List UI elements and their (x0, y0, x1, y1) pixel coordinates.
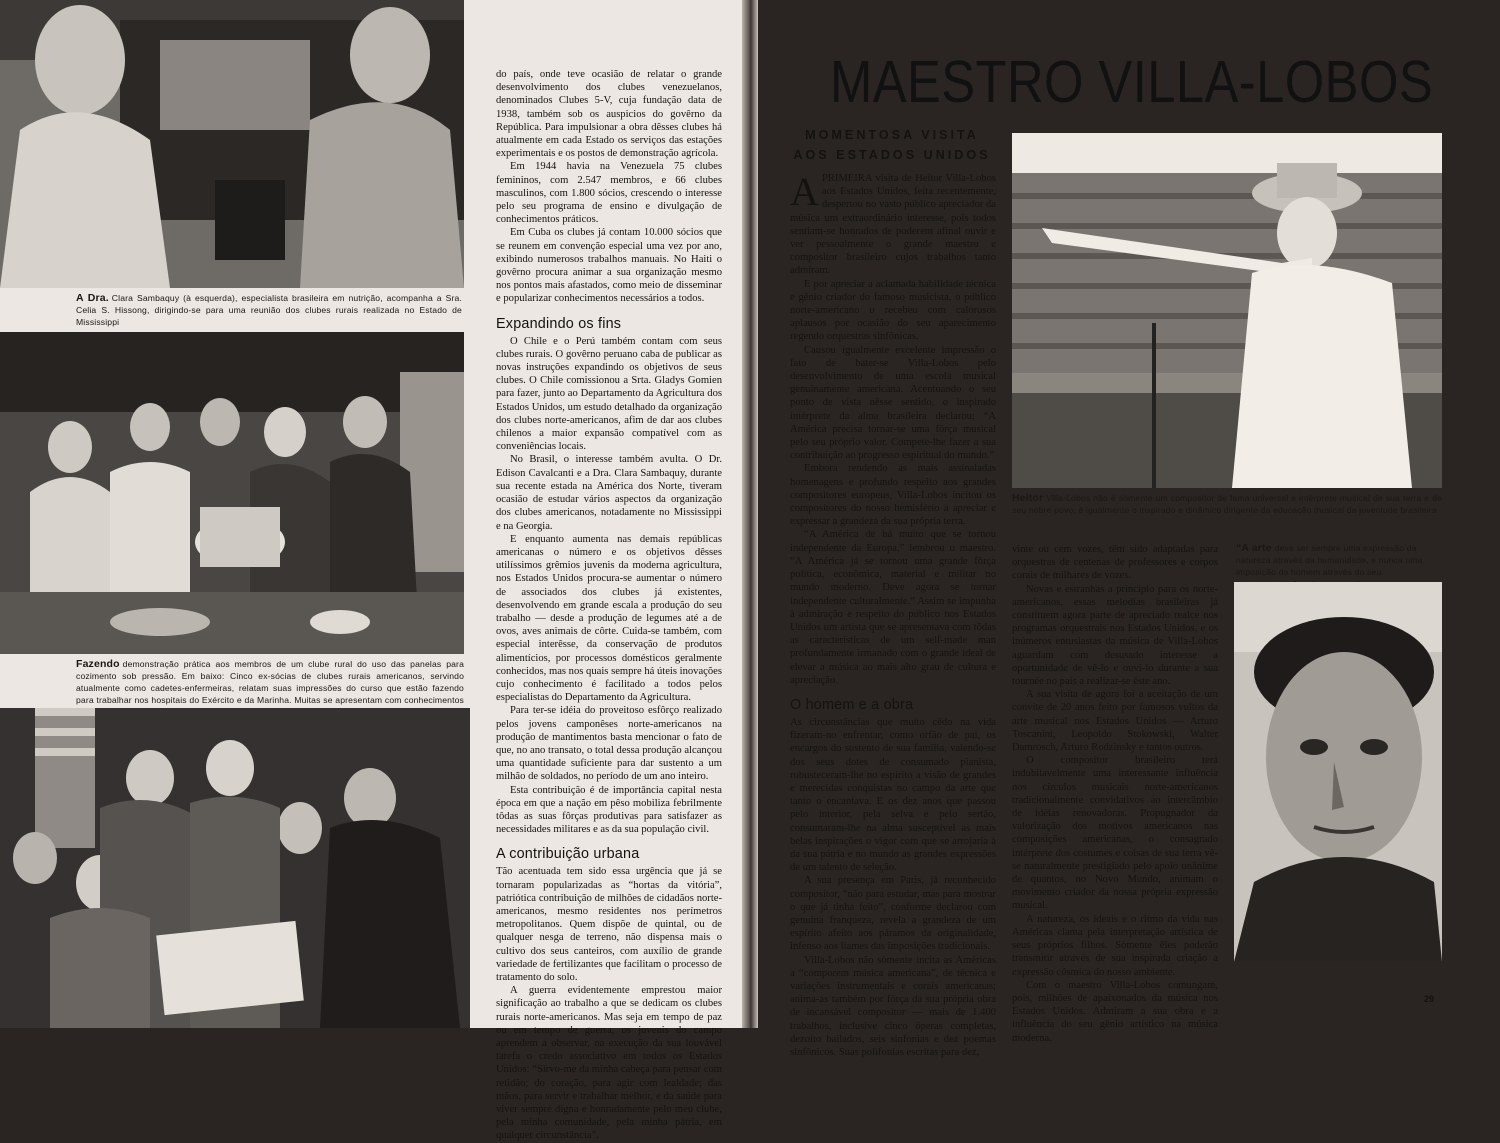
caption-photo1-text: Villa-Lobos não é sòmente um compositor de fama universal e intérprete musical de sua terra e de seu nobre povo; é igualmente o inspirado e dinâmico dirigente da educação musical da juventude brasileira (1012, 493, 1442, 515)
paragraph: Embora rendendo as mais assinaladas homenagens e profundo respeito aos grandes compositores europeus, Villa-Lobos incitou os compositores do nosso hemisfério a apreciar e expressar a grandeza da sua própria terra. (790, 463, 996, 528)
paragraph: O compositor brasileiro terá indubitavelmente uma interessante influência nos círculos musicais norte-americanos tradicionalmente convidativos ao intercâmbio de idéias renovadoras. Propugnador da valorização dos motivos americanos nas composições americanas, o consagrado intérprete dos costumes e coisas de sua terra vê-se naturalmente prestigiado pelo apoio unânime de quantos, no Novo Mundo, animam o movimento criador da nossa própria expressão musical. (1012, 755, 1218, 912)
paragraph: A sua presença em Paris, já reconhecido compositor, “não para estudar, mas para mostrar o que já tinha feito”, conforme declarou com genuina franqueza, revela a grandeza de um espírito afeito aos páramos da originalidade, infenso aos liames das imposições tradicionais. (790, 875, 996, 953)
paragraph: PRIMEIRA visita de Heitor Villa-Lobos aos Estados Unidos, feita recentemente, despertou no vasto público apreciador da música um extraordinário interesse, pois todos sentiam-se honrados de poderem afinal ouvir e ver pessoalmente o grande maestro e compositor brasileiro cujos trabalhos tanto admiram. (790, 173, 996, 277)
photo-pressure-cooker-demo (0, 332, 464, 654)
paragraph: As circunstâncias que muito cêdo na vida fizeram-no enfrentar, como orfão de pai, os encargos do sustento de sua família, valendo-se dos seus dotes de consumado pianista, robusteceram-lhe no espírito a visão de grandes e merecidas conquistas no campo da arte que tanto o encantava. E os dez anos que passou pelo interior, pela selva e pelo sertão, consumaram-lhe na alma susceptível as mais belas inspirações o vigor com que se arrojaria à da sua pátria e no mundo as grandes expressões de um talento de seleção. (790, 716, 996, 874)
caption-villa-lobos-photo1 (1012, 492, 1442, 516)
caption-photo2-lead: “A arte (1236, 542, 1272, 554)
paragraph: Com o maestro Villa-Lobos comungam, pois, milhões de apaixonados da música nos Estados Unidos. Admiram a sua obra e a influência do seu gênio artístico na música moderna. (1012, 979, 1218, 1044)
paragraph: A guerra evidentemente emprestou maior significação ao trabalho a que se dedicam os clubes rurais norte-americanos. Mas seja em tempo de paz ou em tempo de guerra, os juvenis do campo aprendem a observar, na execução da sua louvável tarefa o credo associativo em todos os Estados Unidos: “Sirvo-me da minha cabeça para pensar com retidão; do coração, para agir com lealdade; das mãos, para servir e trabalhar melhor, e da saúde para viver sempre digna e honradamente pelo meu clube, pela minha comunidade, pela minha pátria, em qualquer circunstância”. (496, 985, 722, 1142)
article-title: MAESTRO VILLA-LOBOS (830, 49, 1434, 115)
paragraph: Novas e estranhas a principio para os norte-americanos, essas melodias brasileiras já constituem agora parte de apreciado realce nos programas orquestrais nos Estados Unidos, e os inúmeros entusiastas da música de Villa-Lobos aguardam com desusado interesse a oportunidade de vê-lo e ouvi-lo durante a sua tournée no país a realizar-se êste ano. (1012, 583, 1218, 688)
caption-photo2-text: demonstração prática aos membros de um clube rural do uso das panelas para cozimento sob pressão. Em baixo: Cinco ex-sócias de clubes rurais americanos, servindo atualmente como cadetes-enfermeiras, relatam suas impressões do curso que estão fazendo para trabalhar nos hospitais do Exército e da Marinha. Muitas se apresentam com conhecimentos (76, 659, 464, 705)
caption-photo1 (76, 292, 462, 328)
paragraph: Causou igualmente excelente impressão o fato de bater-se Villa-Lobos pelo desenvolvimento de uma escola musical genuinamente americana. Acentuando o seu ponto de vista nêsse sentido, o inspirado intérprete da alma brasileira declarou: “A América precisa tornar-se uma fôrça musical pelo seu próprio valor. Compete-lhe fazer a sua contribuição ao progresso espiritual do mundo.” (790, 344, 996, 462)
book-spine (742, 0, 758, 1028)
paragraph: Esta contribuição é de importância capital nesta época em que a nação em pêso mobiliza febrilmente tôdas as suas fôrças produtivas para satisfazer as necessidades militares e as da sua população civil. (496, 784, 722, 836)
caption-photo1-lead: A Dra. (76, 292, 109, 304)
article-column-left (496, 68, 722, 1143)
paragraph: E enquanto aumenta nas demais repúblicas americanas o número e os objetivos dêsses utilíssimos grêmios juvenis da moderna agricultura, nos Estados Unidos procura-se aumentar o número de associados dos clubes já existentes, desenvolvendo em grande escala a produção do seu trabalho — desde a produção de legumes até a de ovos, aves animais de côrte. Cuida-se também, com especial interêsse, da conservação de produtos alimentícios, por processos domésticos geralmente conhecidos, mas nos quais sempre há úteis inovações cujo conhecimento é facilitado a todos pelos especialistas do Departamento da Agricultura. (496, 533, 722, 704)
photo-women-at-car (0, 0, 464, 288)
paragraph: E por apreciar a aclamada habilidade técnica e gênio criador do famoso musicista, o público norte-americano o recebeu com calorosos aplausos por ocasião do seu aparecimento regendo orquestras sinfônicas. (790, 278, 996, 343)
paragraph: “A América de há muito que se tornou independente da Europa,” lembrou o maestro. “A América já se tornou uma grande fôrça política, econômica, material e militar no mundo moderno. Deve agora se tornar independente culturalmente.” Assim se impunha à admiração e respeito do público nos Estados Unidos um artista que se apresentava com tôdas as características de um self-made man profundamente irmanado com o grande ideal de elevar a música ao mais alto grau de cultura e apreciação. (790, 529, 996, 686)
caption-photo2-lead: Fazendo (76, 658, 120, 670)
page-number: 29 (1424, 994, 1435, 1004)
villa-lobos-column-2 (1012, 543, 1218, 1045)
paragraph: Para ter-se idéia do proveitoso esfôrço realizado pelos jovens camponêses norte-americanos na produção de mantimentos basta mencionar o fato de que, no ano transato, o total dessa produção alcançou uma quantidade suficiente para dar sustento a um milhão de soldados, no período de um ano inteiro. (496, 705, 722, 783)
caption-photo1-lead: Heitor (1012, 492, 1044, 504)
paragraph: O Chile e o Perú também contam com seus clubes rurais. O govêrno peruano caba de publicar as novas instruções expandindo os objetivos de seus clubes. O Chile comissionou a Srta. Gladys Gomien para fazer, junto ao Departamento da Agricultura dos Estados Unidos, um estudo detalhado da organização dos clubes norte-americanos, afim de dar aos clubes chilenos a maior expansão compatível com as conveniências locais. (496, 335, 722, 453)
subtitle-line-1: MOMENTOSA VISITA (805, 128, 979, 142)
paragraph: No Brasil, o interesse também avulta. O Dr. Edison Cavalcanti e a Dra. Clara Sambaquy, durante sua recente estada na América dos Norte, tiveram ocasião de estudar vários aspectos da organização dos clubes americanos, notadamente no Mississippi e na Georgia. (496, 454, 722, 532)
article-subtitle (788, 125, 996, 165)
caption-photo2-text: deve ser sempre uma expressão da natureza através da humanidade, e nunca uma imposição do homem através do seu (1236, 543, 1423, 577)
section-heading-expandindo: Expandindo os fins (496, 315, 622, 332)
subtitle-line-2: AOS ESTADOS UNIDOS (793, 148, 991, 162)
paragraph: Tão acentuada tem sido essa urgência que já se tornaram popularizadas as “hortas da vitória”, patriótica contribuição de milhões de cidadãos norte-americanos, mesmo residentes nos perímetros metropolitanos. Quem dispõe de quintal, ou de qualquer nesga de terreno, não dispensa mais o cultivo dos seus canteiros, com auxílio de grande variedade de fertilizantes que facilitam o processo de tratamento do solo. (496, 866, 722, 983)
paragraph: A sua visita de agora foi a aceitação de um convite de 20 anos feito por famosos vultos da arte musical nos Estados Unidos — Arturo Toscanini, Leopoldo Stokowski, Walter Damrosch, Arturo Rodzinsky e tantos outros. (1012, 689, 1218, 754)
photo-cadet-nurses (0, 708, 470, 1028)
villa-lobos-column-1 (790, 169, 996, 1059)
caption-photo1-text: Clara Sambaquy (à esquerda), especialista brasileira em nutrição, acompanha a Sra. Celia S. Hissong, dirigindo-se para uma reunião dos clubes rurais realizada no Estado de Mississippi (76, 293, 462, 327)
photo-villa-lobos-stadium (1012, 133, 1442, 488)
paragraph: Em 1944 havia na Venezuela 75 clubes femininos, com 2.547 membros, e 66 clubes masculinos, com 1.800 sócios, crescendo o interesse pelo seu programa de ensino e divulgação de conhecimentos práticos. (496, 161, 722, 226)
paragraph: do país, onde teve ocasião de relatar o grande desenvolvimento dos clubes venezuelanos, denominados Clubes 5-V, cuja fundação data de 1938, também sob os auspicios do govêrno da República. Para impulsionar a obra dêsses clubes há atualmente em cada Estado os serviços das estações experimentais e os postos de demonstração agrícola. (496, 69, 722, 160)
section-heading-contribuicao: A contribuição urbana (496, 846, 640, 863)
left-page (0, 0, 742, 1142)
photo-villa-lobos-portrait (1234, 582, 1442, 962)
paragraph: Em Cuba os clubes já contam 10.000 sócios que se reunem em convenção especial uma vez por ano, exibindo numerosos trabalhos manuais. No Haiti o govêrno procura animar a sua organização mesmo nos pontos mais afastados, como meio de disseminar e popularizar conhecimentos necessários a todos. (496, 227, 722, 305)
paragraph: A natureza, os ideais e o ritmo da vida nas Américas clama pela interpretação artística de seus próprios filhos. Sòmente êles poderão transmitir através de sua inspirada criação a expressão cósmica do nosso ambiente. (1012, 913, 1218, 978)
paragraph: Villa-Lobos não sòmente incita as Américas a “comporem música americana”, de técnica e variações instrumentais e corais americanas; anima-as também por fôrça da sua própria obra de incansável compositor — mais de 1.400 trabalhos, inclusive cinco óperas completas, dezoito bailados, seis sinfonias e dez poemas sinfônicos. Suas polifonias escritas para dez, (790, 954, 996, 1058)
dropcap: A (790, 169, 819, 214)
paragraph: vinte ou cem vozes, têm sido adaptadas para orquestras de centenas de professores e corpos corais de milhares de vozes. (1012, 544, 1218, 582)
section-heading-homem-obra: O homem e a obra (790, 696, 914, 713)
